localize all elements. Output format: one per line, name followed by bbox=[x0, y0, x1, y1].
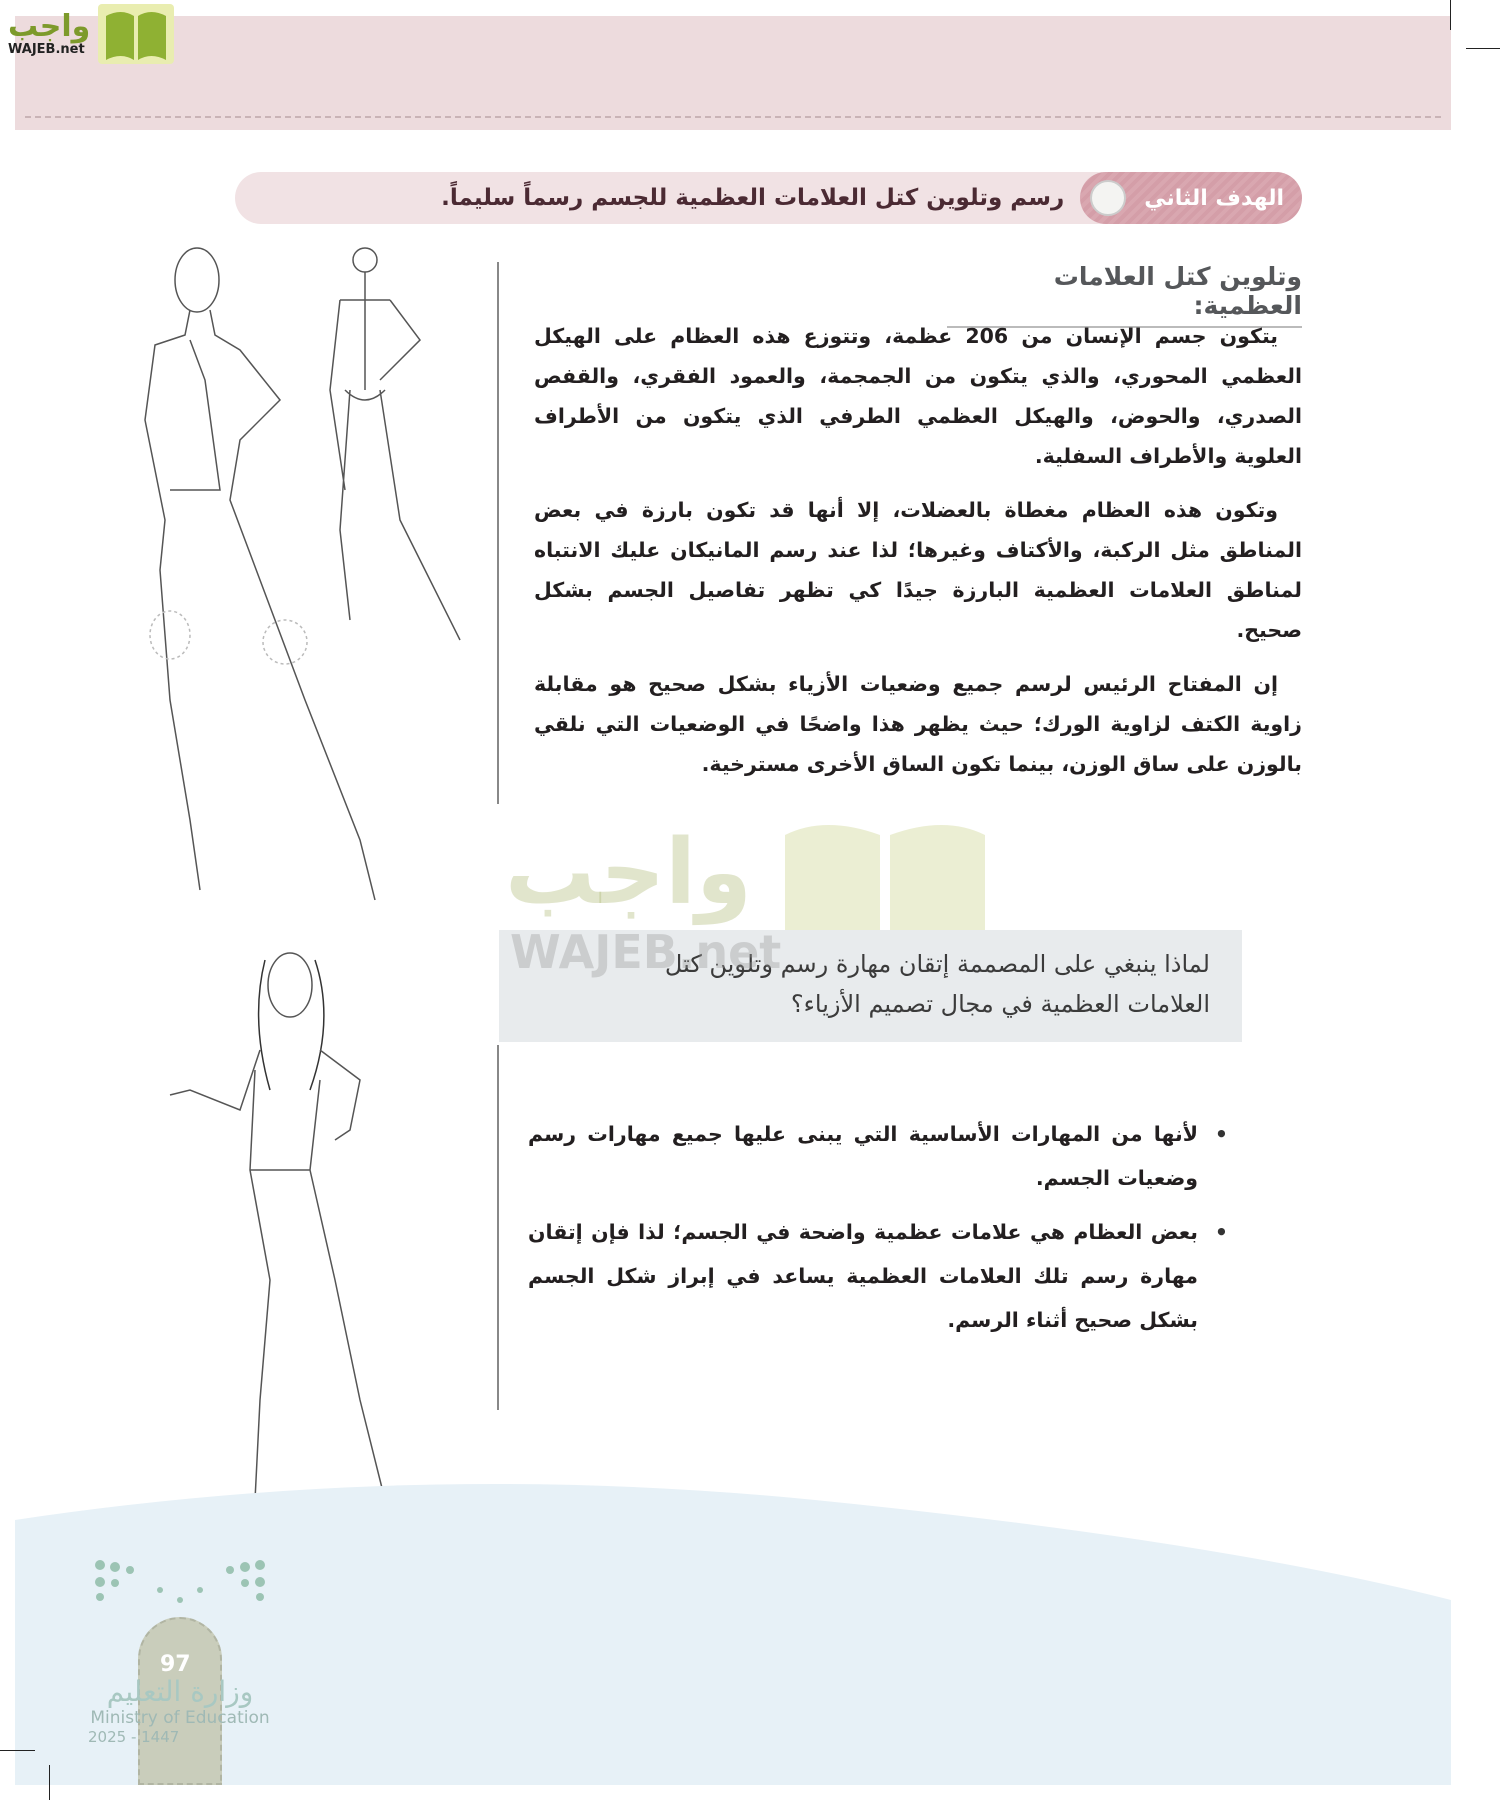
logo-arabic: واجب bbox=[8, 8, 91, 44]
question-text: لماذا ينبغي على المصممة إتقان مهارة رسم وتلوين كتل العلامات العظمية في مجال تصميم الأزياء؟ bbox=[664, 950, 1210, 1018]
vertical-divider bbox=[497, 1045, 499, 1410]
button-icon bbox=[1090, 180, 1126, 216]
crop-mark bbox=[1450, 0, 1451, 30]
ministry-logo bbox=[80, 1555, 280, 1746]
vertical-divider bbox=[497, 262, 499, 804]
dashed-divider bbox=[25, 116, 1441, 118]
ministry-english: Ministry of Education bbox=[90, 1708, 270, 1728]
crop-mark bbox=[49, 1765, 50, 1800]
header-band bbox=[15, 16, 1451, 130]
body-text bbox=[534, 316, 1302, 798]
ministry-dots-icon bbox=[90, 1555, 270, 1605]
section-heading: وتلوين كتل العلامات العظمية: bbox=[947, 262, 1302, 328]
wajeb-logo[interactable] bbox=[8, 4, 176, 64]
ministry-year: 2025 - 1447 bbox=[88, 1728, 180, 1746]
book-icon bbox=[96, 4, 176, 64]
paragraph: وتكون هذه العظام مغطاة بالعضلات، إلا أنها قد تكون بارزة في بعض المناطق مثل الركبة، والأكتاف وغيرها؛ لذا عند رسم المانيكان عليك الانتباه لمناطق العلامات العظمية البارزة جيدًا كي تظهر تفاصيل الجسم بشكل صحيح. bbox=[534, 498, 1302, 642]
watermark-english: WAJEB.net bbox=[510, 925, 782, 979]
crop-mark bbox=[1466, 48, 1500, 49]
paragraph: يتكون جسم الإنسان من 206 عظمة، وتتوزع هذه العظام على الهيكل العظمي المحوري، والذي يتكون من الجمجمة، والعمود الفقري، والقفص الصدري، والحوض، والهيكل العظمي الطرفي الذي يتكون من الأطراف العلوية والأطراف السفلية. bbox=[534, 324, 1302, 468]
mannequin-skeleton-illustration bbox=[130, 240, 490, 920]
paragraph: إن المفتاح الرئيس لرسم جميع وضعيات الأزياء بشكل صحيح هو مقابلة زاوية الكتف لزاوية الورك؛ حيث يظهر هذا واضحًا في الوضعيات التي نلقي بالوزن على ساق الوزن، بينما تكون الساق الأخرى مسترخية. bbox=[534, 672, 1302, 776]
watermark-arabic: واجب bbox=[505, 820, 752, 925]
page-number: 97 bbox=[160, 1652, 191, 1677]
crop-mark bbox=[0, 1750, 35, 1751]
answer-item: • بعض العظام هي علامات عظمية واضحة في الجسم؛ لذا فإن إتقان مهارة رسم تلك العلامات العظمية يساعد في إبراز شكل الجسم بشكل صحيح أثناء الرسم. bbox=[528, 1210, 1228, 1342]
answer-list bbox=[528, 1112, 1228, 1352]
goal-title: رسم وتلوين كتل العلامات العظمية للجسم رسماً سليماً. bbox=[441, 185, 1065, 211]
answer-item: • لأنها من المهارات الأساسية التي يبنى عليها جميع مهارات رسم وضعيات الجسم. bbox=[528, 1112, 1228, 1200]
ministry-arabic: وزارة التعليم bbox=[106, 1675, 254, 1708]
logo-english: WAJEB.net bbox=[8, 41, 85, 57]
goal-tag: الهدف الثاني bbox=[1080, 172, 1302, 224]
fashion-figure-illustration bbox=[160, 940, 450, 1520]
goal-banner bbox=[235, 172, 1302, 224]
